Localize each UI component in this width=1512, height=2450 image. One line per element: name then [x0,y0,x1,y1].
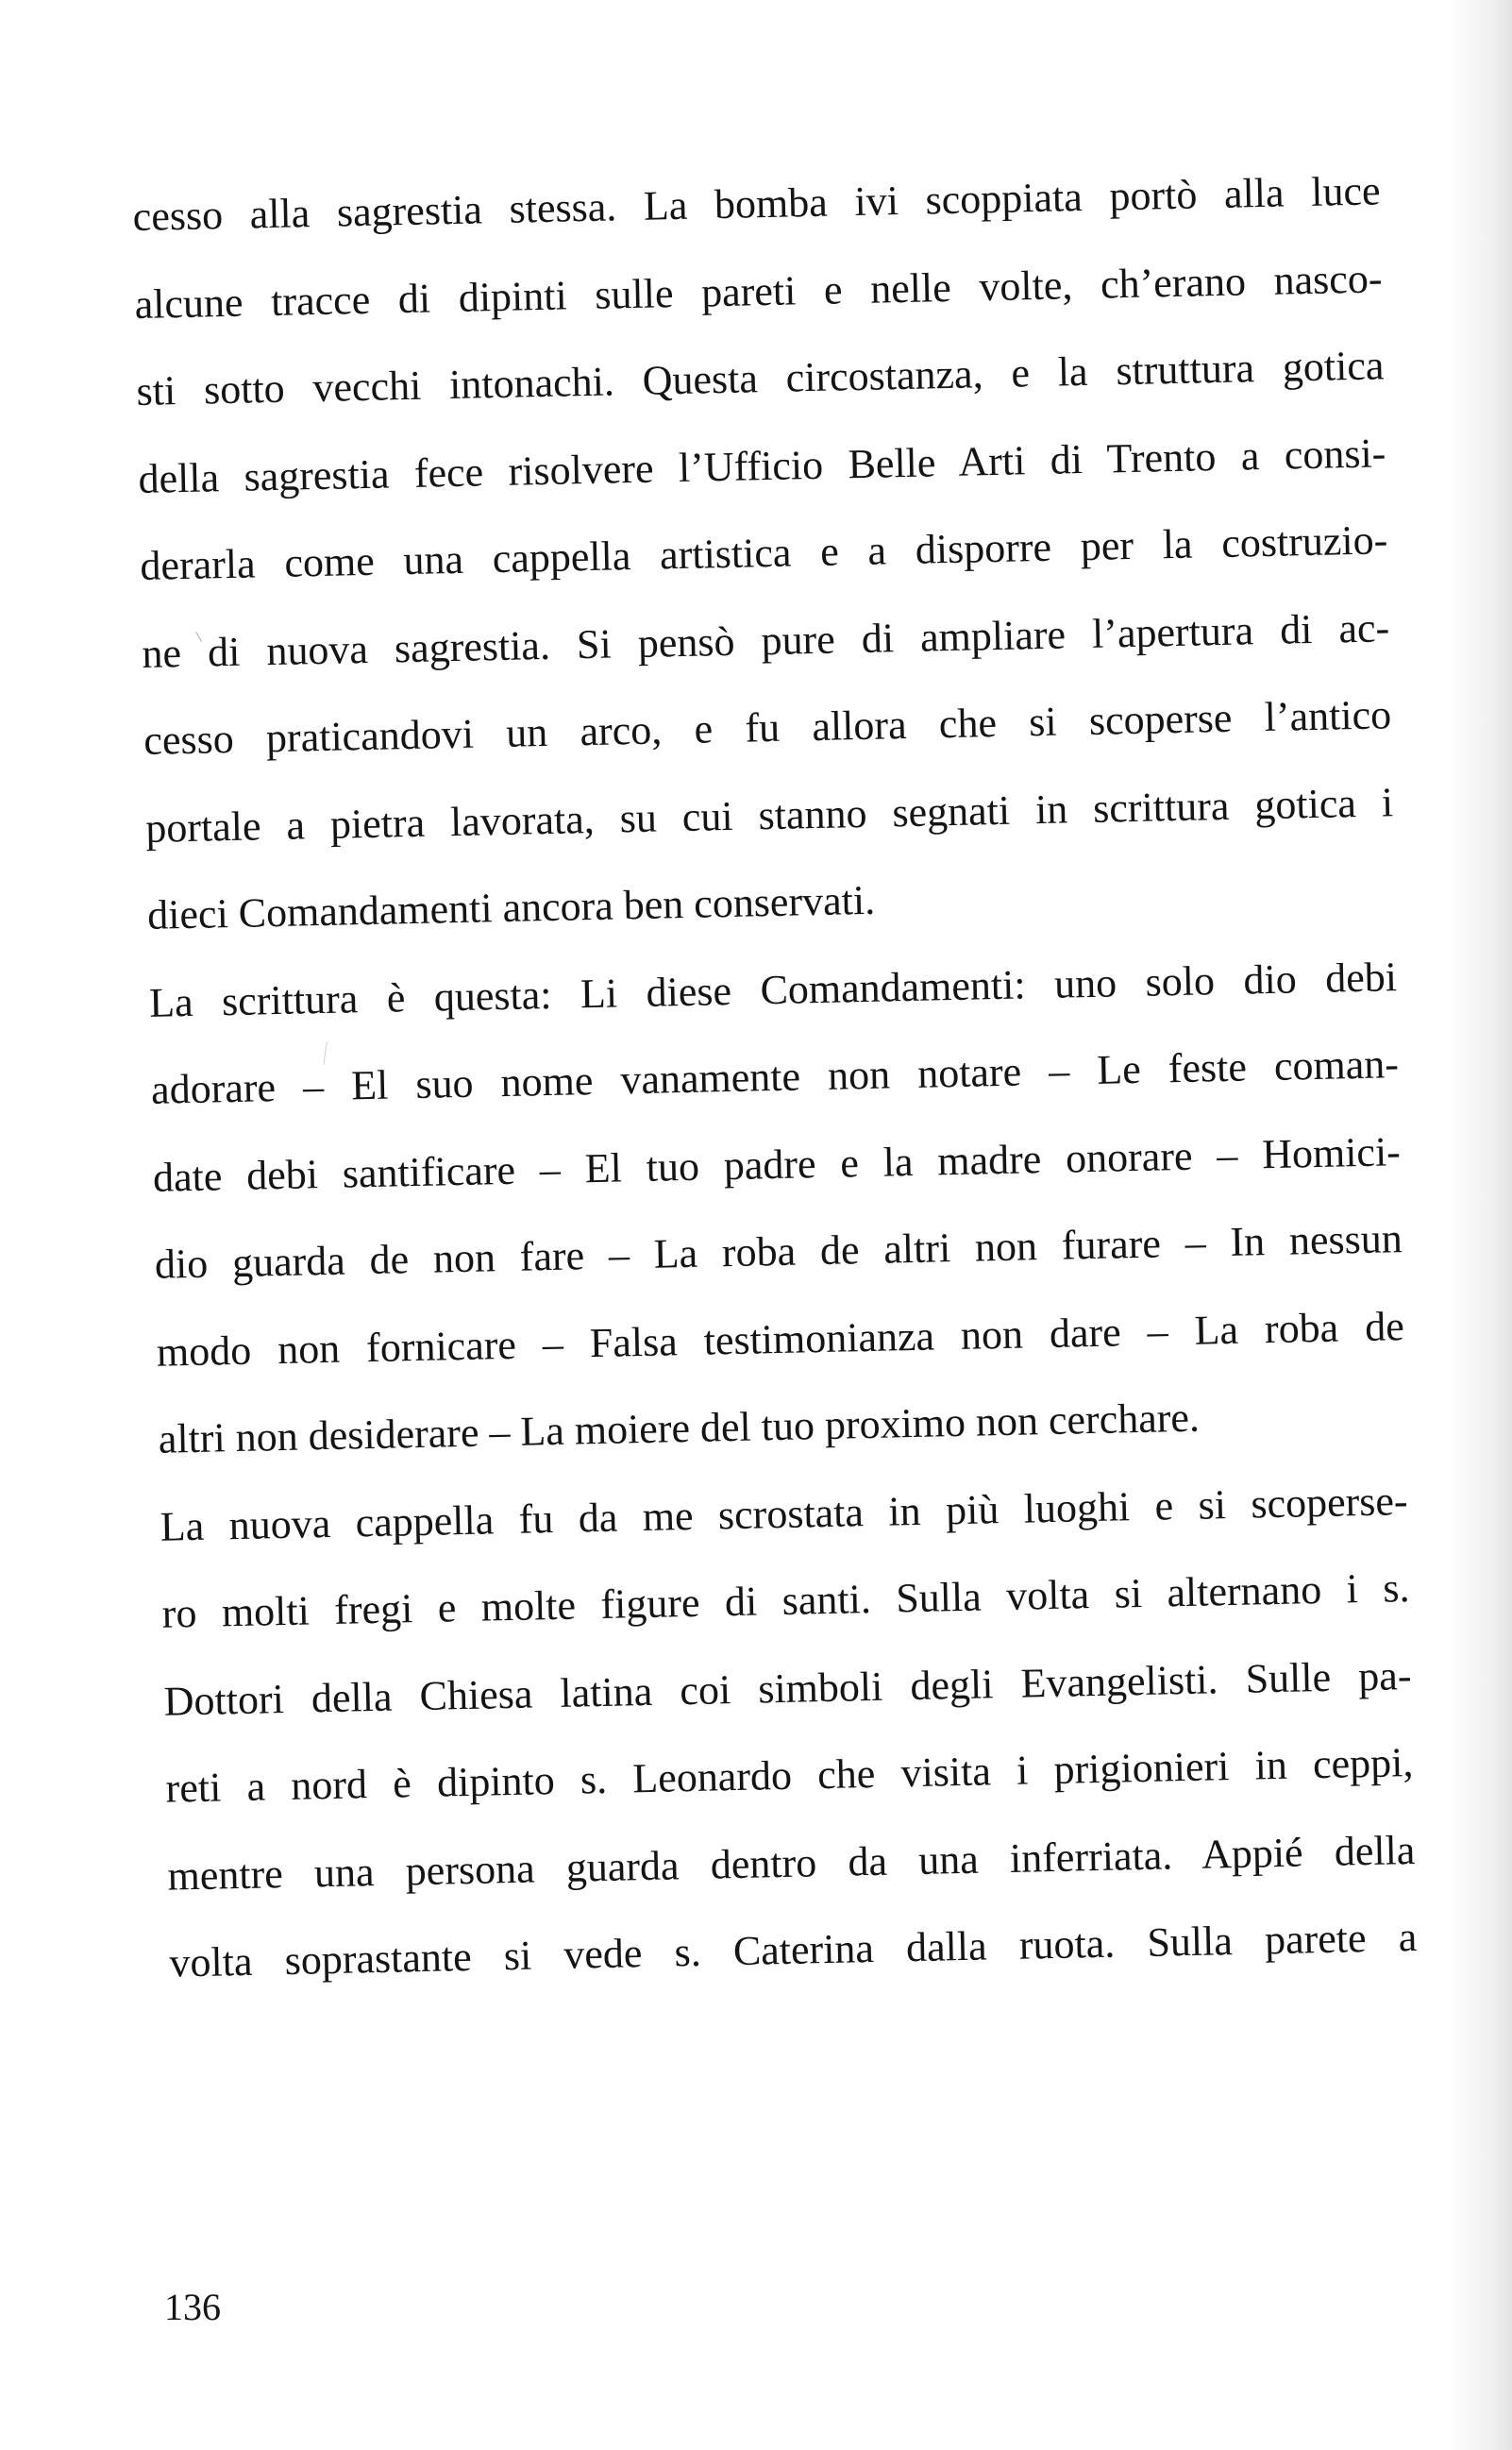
text-line: La nuova cappella fu da me scrostata in più luoghi e si scoperse- [160,1477,1409,1550]
text-line: altri non desiderare – La moiere del tuo proximo non cerchare. [158,1394,1201,1462]
page-edge-shadow [1446,0,1512,2450]
text-line: adorare – El suo nome vanamente non notare – Le feste coman- [150,1040,1400,1113]
text-line: Dottori della Chiesa latina coi simboli degli Evangelisti. Sulle pa- [163,1651,1412,1725]
body-text [132,147,1418,2007]
text-line: mentre una persona guarda dentro da una inferriata. Appié della [167,1826,1416,1900]
text-line: ne di nuova sagrestia. Si pensò pure di ampliare l’apertura di ac- [141,603,1390,677]
paragraph [132,147,1396,959]
paragraph [160,1458,1418,2008]
text-line: dio guarda de non fare – La roba de altri non furare – In nessun [154,1215,1403,1288]
text-line: alcune tracce di dipinti sulle pareti e nelle volte, ch’erano nasco- [134,254,1383,328]
paragraph [148,934,1406,1484]
text-line: sti sotto vecchi intonachi. Questa circostanza, e la struttura gotica [136,342,1385,415]
text-line: cesso praticandovi un arco, e fu allora che si scoperse l’antico [143,691,1392,764]
text-line: modo non fornicare – Falsa testimonianza non dare – La roba de [156,1302,1405,1376]
page-number: 136 [164,2286,221,2328]
text-line: derarla come una cappella artistica e a disporre per la costruzio- [139,516,1388,589]
text-line: volta soprastante si vede s. Caterina dalla ruota. Sulla parete a [168,1913,1418,1986]
text-line: della sagrestia fece risolvere l’Ufficio Belle Arti di Trento a consi- [138,429,1386,502]
text-line: portale a pietra lavorata, su cui stanno segnati in scrittura gotica i [144,778,1394,852]
text-line: cesso alla sagrestia stessa. La bomba ivi scoppiata portò alla luce [132,167,1381,241]
text-line: La scrittura è questa: Li diese Comandamenti: uno solo dio debi [148,953,1398,1026]
text-line: date debi santificare – El tuo padre e la madre onorare – Homici- [152,1127,1402,1201]
text-line: dieci Comandamenti ancora ben conservati. [146,876,876,938]
text-line: reti a nord è dipinto s. Leonardo che visita i prigionieri in ceppi, [165,1739,1414,1812]
text-line: ro molti fregi e molte figure di santi. Sulla volta si alternano i s. [161,1564,1410,1637]
